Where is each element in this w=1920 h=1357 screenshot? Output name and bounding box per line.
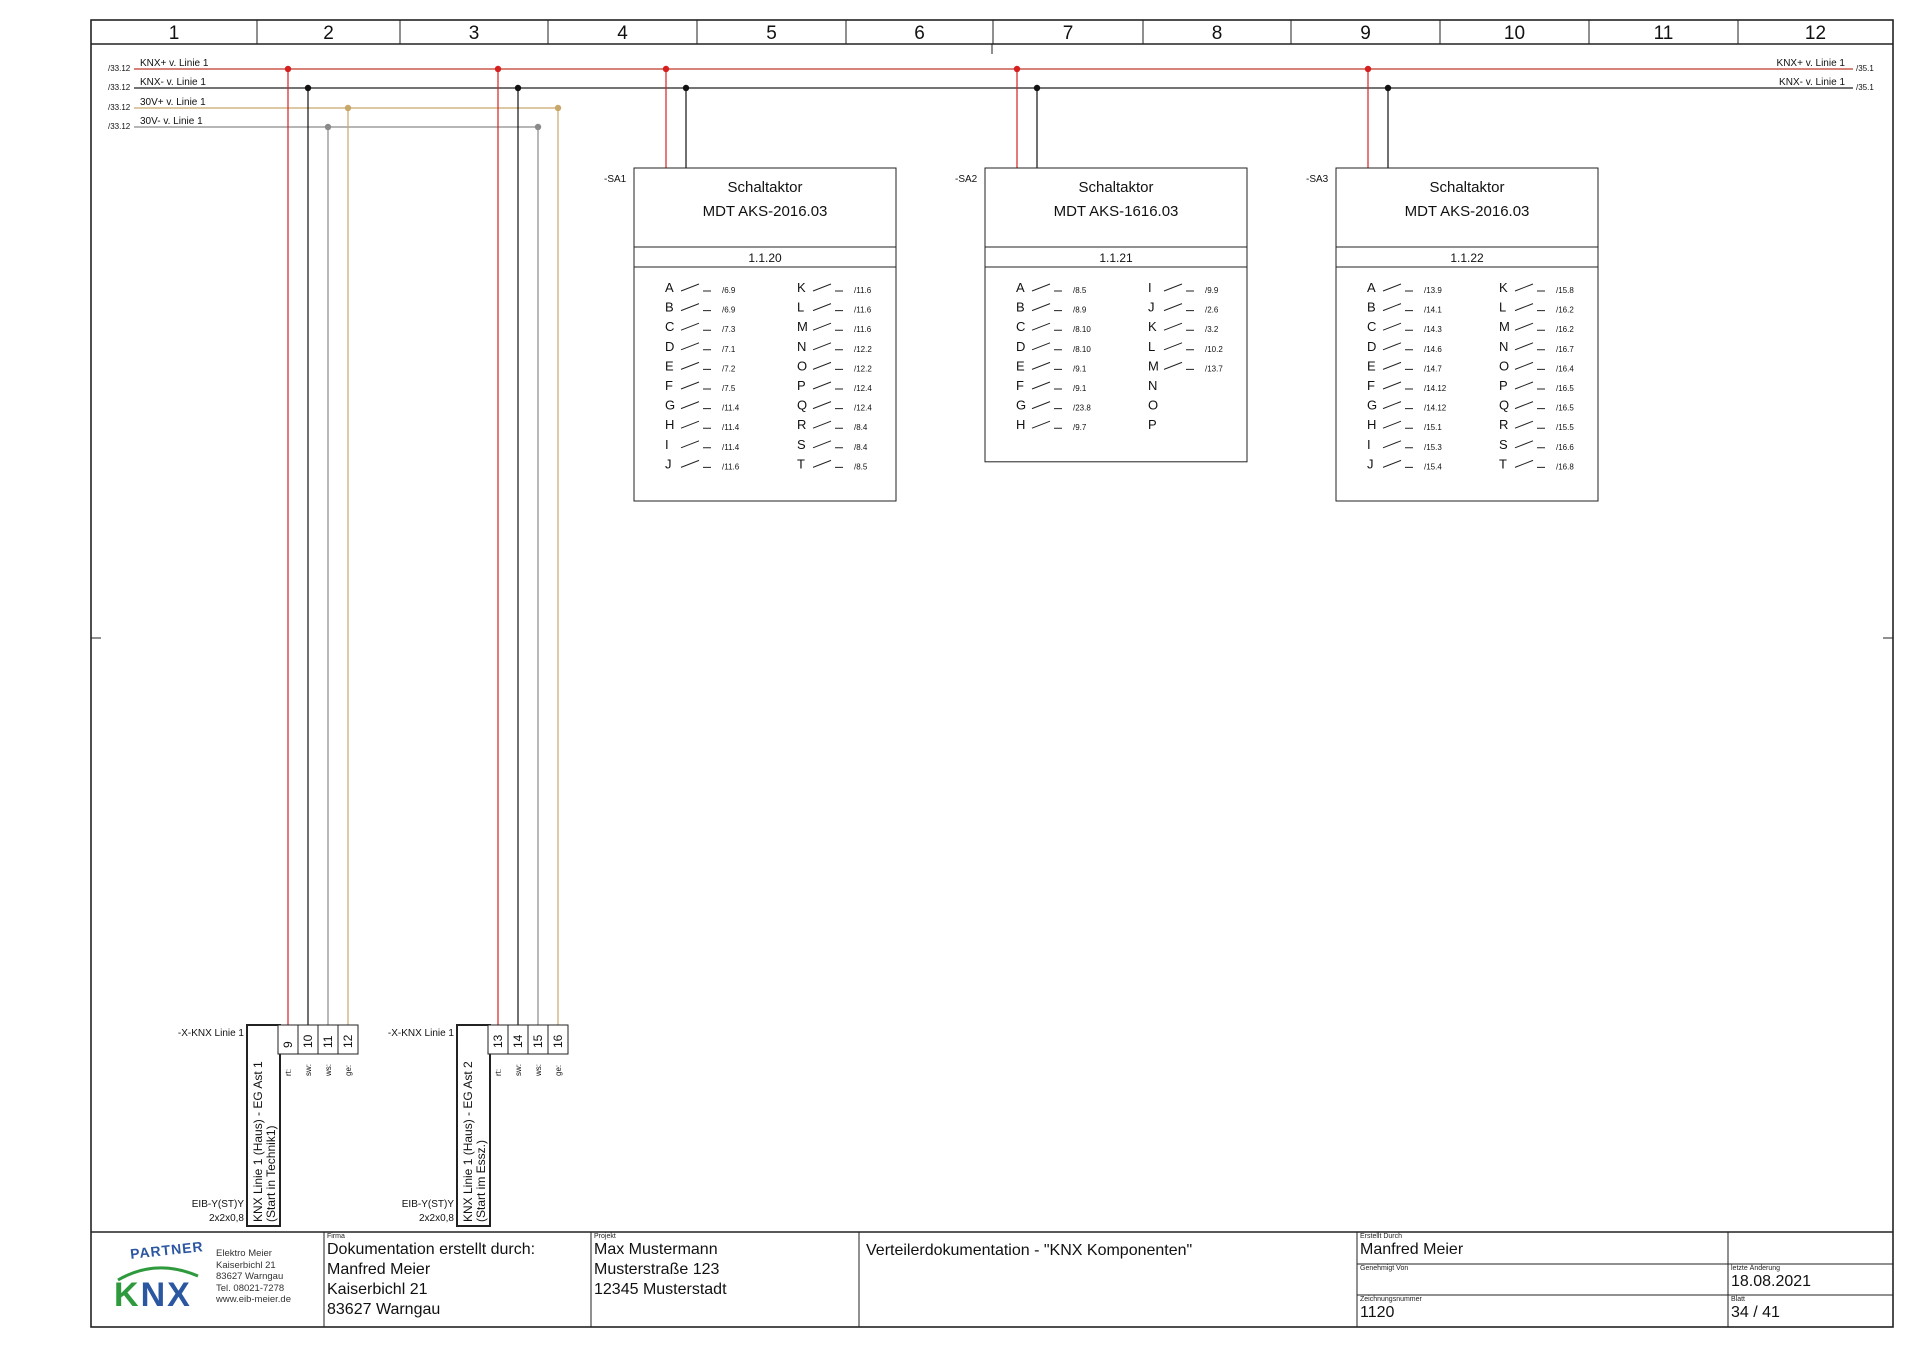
bus-junction-dot xyxy=(285,66,291,72)
address-line: 83627 Warngau xyxy=(216,1271,284,1282)
column-number: 2 xyxy=(323,23,334,44)
bus-line-label: 30V+ v. Linie 1 xyxy=(140,97,206,108)
erstellt-value: Manfred Meier xyxy=(1360,1241,1464,1258)
genehmigt-cell xyxy=(1360,1265,1720,1294)
channel-reference: /9.1 xyxy=(1073,384,1087,393)
relay-contact-icon xyxy=(681,382,711,389)
channel-letter: N xyxy=(1499,338,1509,354)
channel-letter: R xyxy=(797,417,807,433)
relay-contact-icon xyxy=(813,460,843,467)
firma-cell xyxy=(327,1233,589,1326)
relay-contact-icon xyxy=(1515,402,1545,409)
channel-reference: /8.10 xyxy=(1073,344,1091,354)
relay-contact-icon xyxy=(1032,402,1062,409)
relay-contact-icon xyxy=(1032,421,1062,428)
column-header-grid xyxy=(169,20,1826,44)
wire-color-code: rt: xyxy=(494,1068,503,1076)
bus-line-label: 30V- v. Linie 1 xyxy=(140,116,203,127)
relay-contact-icon xyxy=(1032,284,1062,291)
channel-reference: /11.6 xyxy=(722,462,740,472)
channel-letter: K xyxy=(797,280,806,295)
bus-junction-dot xyxy=(305,85,311,91)
channel-letter: I xyxy=(1148,280,1152,295)
channel-letter: Q xyxy=(1499,397,1510,413)
terminal-number: 11 xyxy=(321,1035,335,1048)
channel-letter: P xyxy=(797,378,806,393)
aenderung-label: letzte Änderung xyxy=(1731,1265,1781,1272)
projekt-line: 12345 Musterstadt xyxy=(594,1281,727,1298)
terminal-number: 14 xyxy=(511,1034,525,1048)
terminal-number: 13 xyxy=(491,1034,505,1048)
relay-contact-icon xyxy=(1383,441,1413,448)
channel-reference: /16.7 xyxy=(1556,344,1574,354)
channel-letter: O xyxy=(1499,358,1510,374)
channel-reference: /8.5 xyxy=(1073,286,1087,295)
relay-contact-icon xyxy=(1515,441,1545,448)
terminal-number: 15 xyxy=(531,1034,545,1048)
channel-reference: /8.5 xyxy=(854,462,868,472)
channel-reference: /8.4 xyxy=(854,423,868,433)
channel-reference: /7.3 xyxy=(722,325,736,335)
channel-letter: M xyxy=(1499,319,1510,335)
relay-contact-icon xyxy=(1515,343,1545,350)
channel-reference: /15.3 xyxy=(1424,442,1442,452)
relay-contact-icon xyxy=(813,421,843,428)
channel-reference: /11.4 xyxy=(722,423,740,433)
firma-line: Kaiserbichl 21 xyxy=(327,1281,428,1298)
channel-letter: B xyxy=(665,299,674,315)
channel-reference: /12.4 xyxy=(854,403,872,413)
relay-contact-icon xyxy=(681,362,711,369)
relay-contact-icon xyxy=(1032,304,1062,311)
column-number: 7 xyxy=(1062,23,1074,44)
cable-description xyxy=(461,1061,488,1222)
channel-reference: /10.2 xyxy=(1205,344,1223,354)
channel-reference: /7.1 xyxy=(722,344,736,354)
relay-contact-icon xyxy=(813,323,843,330)
channel-reference: /16.4 xyxy=(1556,364,1574,374)
channel-reference: /16.8 xyxy=(1556,462,1574,472)
bus-junction-dot xyxy=(325,124,331,130)
partner-logo-text: PARTNER xyxy=(129,1238,205,1262)
channel-reference: /9.9 xyxy=(1205,286,1219,295)
bus-ref-right: /35.1 xyxy=(1856,64,1874,73)
channel-letter: M xyxy=(1148,358,1159,374)
bus-junction-dot xyxy=(345,105,351,111)
relay-contact-icon xyxy=(1032,382,1062,389)
relay-contact-icon xyxy=(1164,284,1194,291)
address-line: Tel. 08021-7278 xyxy=(216,1282,285,1294)
channel-letter: B xyxy=(1367,299,1376,315)
bus-junction-dot xyxy=(1014,66,1020,72)
erstellt-label: Erstellt Durch xyxy=(1360,1233,1403,1240)
channel-letter: F xyxy=(1367,378,1375,393)
channel-reference: /14.1 xyxy=(1424,305,1442,315)
genehmigt-label: Genehmigt Von xyxy=(1360,1265,1409,1272)
actuator-address: 1.1.22 xyxy=(1450,251,1484,265)
cable-type: EIB-Y(ST)Y xyxy=(191,1199,244,1210)
column-number: 12 xyxy=(1804,23,1827,44)
wire-color-code: ge: xyxy=(344,1064,353,1076)
relay-contact-icon xyxy=(681,402,711,409)
bus-junction-dot xyxy=(515,85,521,91)
bus-line-label: KNX+ v. Linie 1 xyxy=(140,58,209,69)
terminal-number: 12 xyxy=(341,1034,355,1048)
channel-reference: /14.7 xyxy=(1424,364,1442,374)
relay-contact-icon xyxy=(1383,382,1413,389)
channel-reference: /13.9 xyxy=(1424,286,1442,295)
channel-letter: D xyxy=(1016,338,1026,354)
relay-contact-icon xyxy=(1383,362,1413,369)
relay-contact-icon xyxy=(681,441,711,448)
bus-junction-dot xyxy=(535,124,541,130)
column-number: 1 xyxy=(168,23,180,44)
projekt-label: Projekt xyxy=(594,1233,616,1240)
channel-letter: H xyxy=(1367,417,1377,433)
actuator-title: Schaltaktor xyxy=(1078,179,1154,196)
channel-reference: /3.2 xyxy=(1205,325,1219,335)
channel-reference: /11.6 xyxy=(854,305,872,315)
channel-letter: D xyxy=(1367,338,1377,354)
relay-contact-icon xyxy=(813,343,843,350)
channel-letter: L xyxy=(1499,299,1507,315)
description-cell: Verteilerdokumentation - "KNX Komponenten" xyxy=(866,1242,1193,1259)
channel-letter: B xyxy=(1016,299,1025,315)
channel-letter: D xyxy=(665,338,675,354)
blatt-value: 34 / 41 xyxy=(1731,1304,1780,1321)
cable-description-line: KNX Linie 1 (Haus) - EG Ast 2 xyxy=(461,1061,475,1222)
actuator-model: MDT AKS-1616.03 xyxy=(1053,203,1179,220)
terminal-tag: -X-KNX Linie 1 xyxy=(177,1028,244,1039)
relay-contact-icon xyxy=(681,323,711,330)
channel-letter: O xyxy=(797,358,808,374)
relay-contact-icon xyxy=(1515,421,1545,428)
channel-letter: Q xyxy=(797,397,808,413)
partner-logo xyxy=(110,1240,315,1322)
channel-reference: /15.1 xyxy=(1424,423,1442,433)
terminal-number: 10 xyxy=(301,1034,315,1048)
actuator-title: Schaltaktor xyxy=(727,179,803,196)
relay-contact-icon xyxy=(1515,284,1545,291)
channel-letter: C xyxy=(665,319,675,335)
channel-reference: /9.1 xyxy=(1073,364,1087,374)
channel-reference: /14.12 xyxy=(1424,384,1447,393)
actuator-tag: -SA3 xyxy=(1306,174,1329,185)
channel-letter: M xyxy=(797,319,808,335)
channel-letter: E xyxy=(1367,358,1376,374)
channel-letter: S xyxy=(1499,436,1508,452)
channel-letter: K xyxy=(1148,319,1157,335)
cable-size: 2x2x0,8 xyxy=(208,1213,244,1224)
bus-line-label-right: KNX+ v. Linie 1 xyxy=(1776,58,1845,69)
channel-letter: I xyxy=(665,436,669,452)
relay-contact-icon xyxy=(681,343,711,350)
relay-contact-icon xyxy=(1383,284,1413,291)
relay-contact-icon xyxy=(1515,382,1545,389)
relay-contact-icon xyxy=(1032,343,1062,350)
firma-line: 83627 Warngau xyxy=(327,1301,441,1318)
column-number: 4 xyxy=(617,23,628,44)
terminal-group xyxy=(178,1025,568,1226)
aenderung-cell xyxy=(1731,1265,1891,1294)
relay-contact-icon xyxy=(1383,402,1413,409)
cable-description xyxy=(251,1061,278,1222)
channel-reference: /14.6 xyxy=(1424,344,1442,354)
channel-reference: /2.6 xyxy=(1205,305,1219,315)
actuator-model: MDT AKS-2016.03 xyxy=(702,203,828,220)
relay-contact-icon xyxy=(813,441,843,448)
channel-reference: /12.2 xyxy=(854,364,872,374)
wire-color-code: ws: xyxy=(534,1064,543,1076)
bus-ref-left: /33.12 xyxy=(108,64,131,73)
bus-line-label: KNX- v. Linie 1 xyxy=(140,77,206,88)
channel-reference: /15.8 xyxy=(1556,286,1574,295)
relay-contact-icon xyxy=(681,460,711,467)
channel-letter: N xyxy=(797,338,807,354)
actuator-title: Schaltaktor xyxy=(1429,179,1505,196)
channel-letter: E xyxy=(665,358,674,374)
cable-description-line: KNX Linie 1 (Haus) - EG Ast 1 xyxy=(251,1061,265,1222)
bus-ref-right: /35.1 xyxy=(1856,83,1874,92)
channel-letter: T xyxy=(1499,456,1507,472)
terminal-number: 9 xyxy=(281,1041,295,1048)
relay-contact-icon xyxy=(813,362,843,369)
bus-junction-dot xyxy=(555,105,561,111)
bus-junction-dot xyxy=(663,66,669,72)
terminal-block xyxy=(388,1025,568,1226)
drawing-frame xyxy=(91,20,1893,1327)
channel-letter: N xyxy=(1148,378,1158,393)
channel-letter: H xyxy=(665,417,675,433)
relay-contact-icon xyxy=(681,284,711,291)
zeichnung-value: 1120 xyxy=(1360,1304,1395,1321)
actuator-sa1 xyxy=(604,168,896,501)
bus-ref-left: /33.12 xyxy=(108,83,131,92)
channel-reference: /12.2 xyxy=(854,344,872,354)
relay-contact-icon xyxy=(681,304,711,311)
channel-letter: J xyxy=(1367,456,1374,472)
channel-letter: G xyxy=(1016,397,1027,413)
projekt-cell xyxy=(594,1233,856,1326)
channel-reference: /16.6 xyxy=(1556,442,1574,452)
terminal-number: 16 xyxy=(551,1034,565,1048)
channel-letter: K xyxy=(1499,280,1508,295)
channel-letter: L xyxy=(797,299,805,315)
channel-reference: /16.5 xyxy=(1556,384,1574,393)
channel-letter: G xyxy=(1367,397,1378,413)
channel-reference: /7.2 xyxy=(722,364,736,374)
firma-line: Manfred Meier xyxy=(327,1261,431,1278)
bus-ref-left: /33.12 xyxy=(108,122,131,131)
aenderung-value: 18.08.2021 xyxy=(1731,1273,1812,1290)
channel-reference: /12.4 xyxy=(854,384,872,393)
terminal-cell xyxy=(278,1025,298,1054)
channel-letter: R xyxy=(1499,417,1509,433)
channel-letter: J xyxy=(1148,299,1155,315)
channel-letter: T xyxy=(797,456,805,472)
address-line: Elektro Meier xyxy=(216,1248,272,1259)
actuator-sa3 xyxy=(1306,168,1598,501)
bus-junction-dot xyxy=(683,85,689,91)
knx-logo xyxy=(114,1276,192,1315)
channel-reference: /8.10 xyxy=(1073,325,1091,335)
channel-letter: A xyxy=(1016,280,1025,295)
relay-contact-icon xyxy=(681,421,711,428)
relay-contact-icon xyxy=(1515,460,1545,467)
channel-reference: /13.7 xyxy=(1205,364,1223,374)
relay-contact-icon xyxy=(1383,343,1413,350)
channel-reference: /23.8 xyxy=(1073,403,1091,413)
column-number: 5 xyxy=(766,23,777,44)
channel-letter: J xyxy=(665,456,672,472)
channel-letter: E xyxy=(1016,358,1025,374)
cable-description-line: (Start im Essz.) xyxy=(474,1139,488,1222)
channel-reference: /16.5 xyxy=(1556,403,1574,413)
cable-size: 2x2x0,8 xyxy=(418,1213,454,1224)
channel-reference: /15.5 xyxy=(1556,423,1574,433)
channel-reference: /11.4 xyxy=(722,442,740,452)
knx-logo-nx: NX xyxy=(140,1276,192,1314)
channel-letter: I xyxy=(1367,436,1371,452)
relay-contact-icon xyxy=(1164,323,1194,330)
relay-contact-icon xyxy=(1164,304,1194,311)
relay-contact-icon xyxy=(1164,362,1194,369)
firma-line: Dokumentation erstellt durch: xyxy=(327,1241,536,1258)
knx-logo-k: K xyxy=(114,1276,141,1314)
wire-color-code: ge: xyxy=(554,1064,563,1076)
channel-reference: /8.4 xyxy=(854,442,868,452)
bus-junction-dot xyxy=(1034,85,1040,91)
relay-contact-icon xyxy=(813,284,843,291)
relay-contact-icon xyxy=(1032,362,1062,369)
column-number: 9 xyxy=(1360,23,1371,44)
channel-letter: A xyxy=(1367,280,1376,295)
channel-reference: /14.3 xyxy=(1424,325,1442,335)
column-number: 6 xyxy=(914,23,925,44)
column-number: 11 xyxy=(1653,23,1674,44)
channel-reference: /8.9 xyxy=(1073,305,1087,315)
projekt-line: Max Mustermann xyxy=(594,1241,718,1258)
bus-lines xyxy=(108,58,1874,1025)
wire-color-code: sw: xyxy=(514,1064,523,1076)
zeichnung-cell xyxy=(1360,1296,1720,1326)
channel-reference: /6.9 xyxy=(722,305,736,315)
wire-color-code: rt: xyxy=(284,1068,293,1076)
address-line: Kaiserbichl 21 xyxy=(216,1259,276,1271)
channel-reference: /15.4 xyxy=(1424,462,1442,472)
channel-letter: F xyxy=(1016,378,1024,393)
actuator-tag: -SA1 xyxy=(604,174,627,185)
channel-reference: /14.12 xyxy=(1424,403,1447,413)
channel-letter: C xyxy=(1367,319,1377,335)
column-number: 3 xyxy=(468,23,480,44)
company-address xyxy=(216,1248,291,1306)
channel-reference: /11.6 xyxy=(854,286,872,295)
relay-contact-icon xyxy=(813,382,843,389)
erstellt-cell xyxy=(1360,1233,1720,1263)
channel-letter: O xyxy=(1148,397,1159,413)
channel-letter: G xyxy=(665,397,676,413)
relay-contact-icon xyxy=(1032,323,1062,330)
wire-color-code: ws: xyxy=(324,1064,333,1076)
channel-reference: /16.2 xyxy=(1556,305,1574,315)
relay-contact-icon xyxy=(1383,460,1413,467)
channel-letter: A xyxy=(665,280,674,295)
address-line: www.eib-meier.de xyxy=(216,1294,291,1305)
cable-description-line: (Start in Technik1) xyxy=(264,1125,278,1222)
blatt-cell xyxy=(1731,1296,1891,1326)
channel-letter: P xyxy=(1148,417,1157,433)
channel-letter: F xyxy=(665,378,673,393)
relay-contact-icon xyxy=(1383,304,1413,311)
channel-reference: /9.7 xyxy=(1073,423,1087,433)
zeichnung-label: Zeichnungsnummer xyxy=(1360,1296,1422,1303)
bus-junction-dot xyxy=(495,66,501,72)
column-number: 10 xyxy=(1503,23,1526,44)
relay-contact-icon xyxy=(1383,421,1413,428)
relay-contact-icon xyxy=(1515,323,1545,330)
actuator-sa2 xyxy=(955,168,1247,462)
relay-contact-icon xyxy=(813,304,843,311)
relay-contact-icon xyxy=(1515,362,1545,369)
bus-line-label-right: KNX- v. Linie 1 xyxy=(1779,77,1845,88)
channel-reference: /16.2 xyxy=(1556,325,1574,335)
terminal-block xyxy=(178,1025,358,1226)
bus-junction-dot xyxy=(1385,85,1391,91)
channel-letter: P xyxy=(1499,378,1508,393)
bus-ref-left: /33.12 xyxy=(108,103,131,112)
actuator-address: 1.1.21 xyxy=(1099,251,1133,265)
wire-color-code: sw: xyxy=(304,1064,313,1076)
bus-junction-dot xyxy=(1365,66,1371,72)
column-number: 8 xyxy=(1211,23,1223,44)
channel-letter: H xyxy=(1016,417,1026,433)
channel-letter: L xyxy=(1148,338,1156,354)
relay-contact-icon xyxy=(1164,343,1194,350)
relay-contact-icon xyxy=(813,402,843,409)
cable-type: EIB-Y(ST)Y xyxy=(401,1199,454,1210)
terminal-tag: -X-KNX Linie 1 xyxy=(387,1028,454,1039)
actuator-model: MDT AKS-2016.03 xyxy=(1404,203,1530,220)
channel-reference: /11.4 xyxy=(722,403,740,413)
channel-reference: /6.9 xyxy=(722,286,736,295)
relay-contact-icon xyxy=(1383,323,1413,330)
channel-reference: /11.6 xyxy=(854,325,872,335)
actuator-address: 1.1.20 xyxy=(748,251,782,265)
channel-letter: S xyxy=(797,436,806,452)
projekt-line: Musterstraße 123 xyxy=(594,1261,720,1278)
firma-label: Firma xyxy=(327,1233,345,1240)
actuator-group xyxy=(604,168,1598,501)
blatt-label: Blatt xyxy=(1731,1296,1746,1303)
actuator-tag: -SA2 xyxy=(955,174,978,185)
channel-reference: /7.5 xyxy=(722,384,736,393)
channel-letter: C xyxy=(1016,319,1026,335)
relay-contact-icon xyxy=(1515,304,1545,311)
